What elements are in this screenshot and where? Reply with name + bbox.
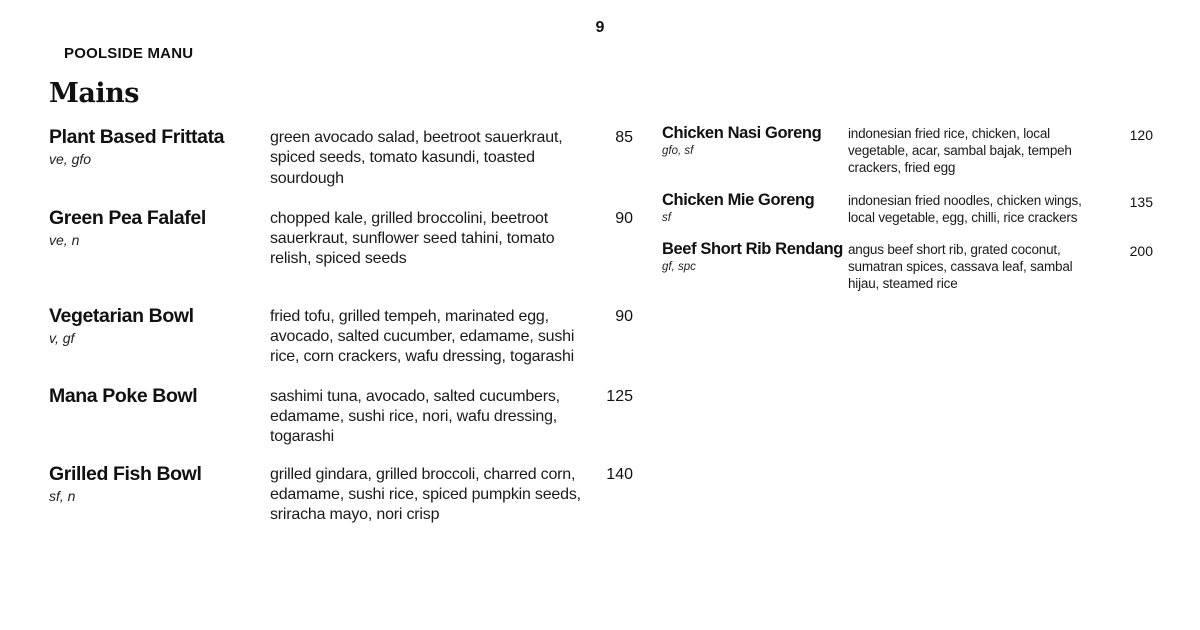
menu-item-name: Plant Based Frittata xyxy=(49,126,225,148)
menu-item-price: 140 xyxy=(606,465,633,483)
menu-item-description: indonesian fried noodles, chicken wings, local vegetable, egg, chilli, rice crackers xyxy=(848,192,1082,225)
menu-item-description: chopped kale, grilled broccolini, beetroot sauerkraut, sunflower seed tahini, tomato relish, spiced seeds xyxy=(270,209,555,268)
menu-item-dietary-tags: ve, gfo xyxy=(49,151,92,167)
menu-item-dietary-tags: ve, n xyxy=(49,231,80,248)
menu-item xyxy=(662,191,1157,226)
menu-item-name: Chicken Nasi Goreng xyxy=(662,124,822,142)
menu-item xyxy=(49,206,639,270)
menu-item-name: Mana Poke Bowl xyxy=(49,384,198,407)
menu-item-heading xyxy=(49,462,270,526)
menu-item-price: 125 xyxy=(606,387,633,405)
menu-item xyxy=(49,462,639,526)
item-spacer xyxy=(49,189,639,206)
menu-item-description: indonesian fried rice, chicken, local vegetable, acar, sambal bajak, tempeh crackers, fried egg xyxy=(848,126,1072,176)
menu-item-dietary-tags: sf, n xyxy=(49,487,76,504)
menu-item-heading xyxy=(49,304,270,368)
menu-item xyxy=(49,384,639,448)
menu-item-heading xyxy=(49,384,270,448)
item-spacer xyxy=(49,270,639,304)
menu-item-dietary-tags: sf xyxy=(662,211,671,224)
menu-item-name: Green Pea Falafel xyxy=(49,206,206,229)
item-spacer xyxy=(662,177,1157,191)
section-title: Mains xyxy=(49,78,139,109)
menu-item-dietary-tags: v, gf xyxy=(49,329,75,346)
menu-item-description: grilled gindara, grilled broccoli, charred corn, edamame, sushi rice, spiced pumpkin seeds, sriracha mayo, nori crisp xyxy=(270,465,581,524)
menu-item-heading xyxy=(662,124,848,177)
item-spacer xyxy=(662,226,1157,240)
left-menu-column xyxy=(49,125,639,525)
menu-item-description: sashimi tuna, avocado, salted cucumbers, edamame, sushi rice, nori, wafu dressing, togarashi xyxy=(270,387,560,446)
menu-item-description: angus beef short rib, grated coconut, sumatran spices, cassava leaf, sambal hijau, steamed rice xyxy=(848,242,1073,292)
menu-item-price: 90 xyxy=(615,209,633,227)
menu-item-description: fried tofu, grilled tempeh, marinated egg, avocado, salted cucumber, edamame, sushi rice, corn crackers, wafu dressing, togarashi xyxy=(270,307,575,366)
menu-item-description: green avocado salad, beetroot sauerkraut, spiced seeds, tomato kasundi, toasted sourdough xyxy=(270,129,563,187)
menu-item xyxy=(49,304,639,368)
menu-item-name: Grilled Fish Bowl xyxy=(49,462,202,485)
page-number: 9 xyxy=(595,19,605,36)
menu-item-price: 120 xyxy=(1129,127,1153,143)
menu-item-name: Vegetarian Bowl xyxy=(49,304,194,327)
menu-item-dietary-tags: gf, spc xyxy=(662,261,696,274)
menu-item xyxy=(49,125,639,189)
right-menu-column xyxy=(662,124,1157,293)
menu-name: POOLSIDE MANU xyxy=(64,45,194,62)
menu-item-price: 135 xyxy=(1129,193,1153,210)
menu-item-heading xyxy=(662,240,848,293)
menu-item-price: 90 xyxy=(615,307,633,325)
item-spacer xyxy=(49,368,639,384)
menu-item-price: 85 xyxy=(615,129,633,146)
menu-item xyxy=(662,124,1157,177)
menu-item-heading xyxy=(49,206,270,270)
menu-item-name: Chicken Mie Goreng xyxy=(662,190,815,209)
menu-item-dietary-tags: gfo, sf xyxy=(662,145,694,157)
menu-item xyxy=(662,240,1157,293)
menu-item-price: 200 xyxy=(1129,243,1153,260)
item-spacer xyxy=(49,448,639,462)
menu-item-heading xyxy=(49,125,270,189)
menu-item-name: Beef Short Rib Rendang xyxy=(662,240,843,259)
menu-item-heading xyxy=(662,191,848,226)
